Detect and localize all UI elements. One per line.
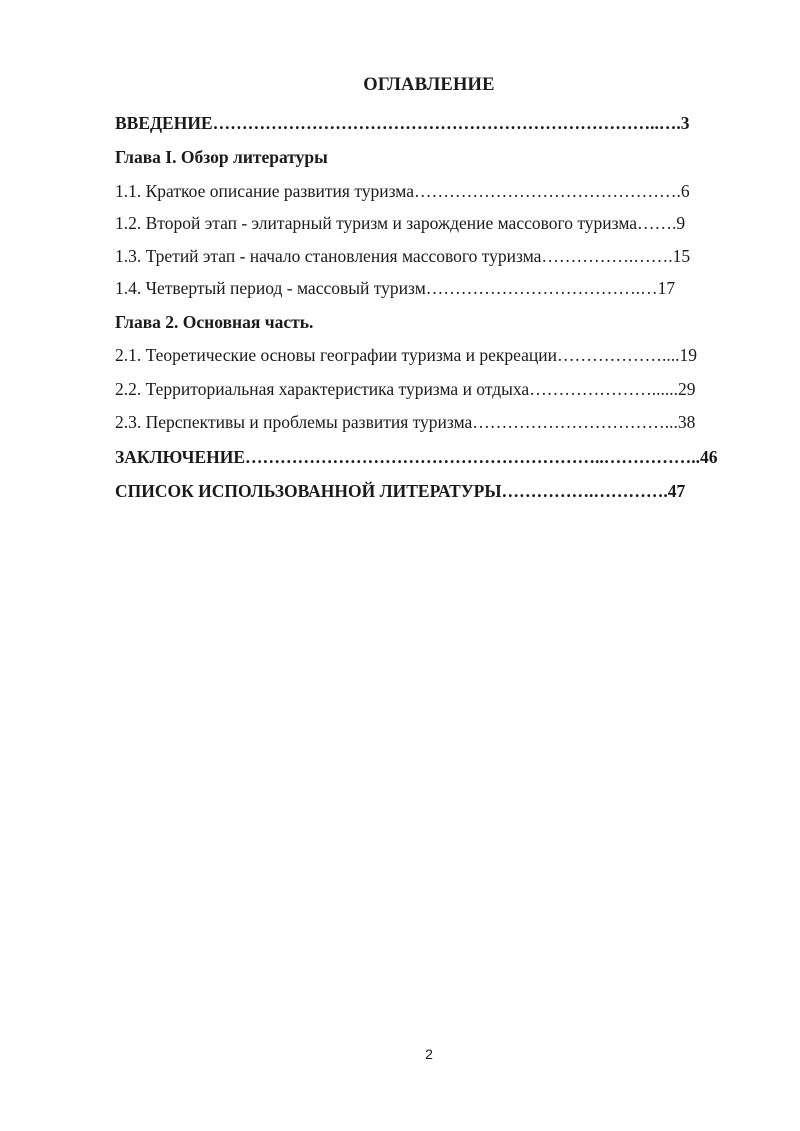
toc-entry-2-3: 2.3. Перспективы и проблемы развития туризма……………………………...38: [115, 412, 696, 432]
toc-entry-2-1: 2.1. Теоретические основы географии туризма и рекреации………………....19: [115, 345, 697, 365]
toc-entry-1-4: 1.4. Четвертый период - массовый туризм……………………………….…17: [115, 278, 676, 298]
toc-entry-introduction: ВВЕДЕНИЕ…………………………………………………………………..….3: [115, 113, 690, 133]
toc-title: ОГЛАВЛЕНИЕ: [363, 75, 495, 95]
toc-chapter-1-heading: Глава I. Обзор литературы: [115, 147, 328, 167]
toc-entry-1-3: 1.3. Третий этап - начало становления массового туризма…………….…….15: [115, 246, 691, 266]
toc-chapter-2-heading: Глава 2. Основная часть.: [115, 312, 314, 332]
toc-entry-1-2: 1.2. Второй этап - элитарный туризм и зарождение массового туризма…….9: [115, 213, 686, 233]
toc-entry-2-2: 2.2. Территориальная характеристика туризма и отдыха…………………......29: [115, 379, 696, 399]
toc-entry-bibliography: СПИСОК ИСПОЛЬЗОВАННОЙ ЛИТЕРАТУРЫ…………….………….47: [115, 481, 686, 501]
page-number: 2: [425, 1046, 433, 1062]
toc-entry-1-1: 1.1. Краткое описание развития туризма……………………………………….6: [115, 181, 690, 201]
toc-entry-conclusion: ЗАКЛЮЧЕНИЕ……………………………………………………..……………..46: [115, 447, 718, 467]
